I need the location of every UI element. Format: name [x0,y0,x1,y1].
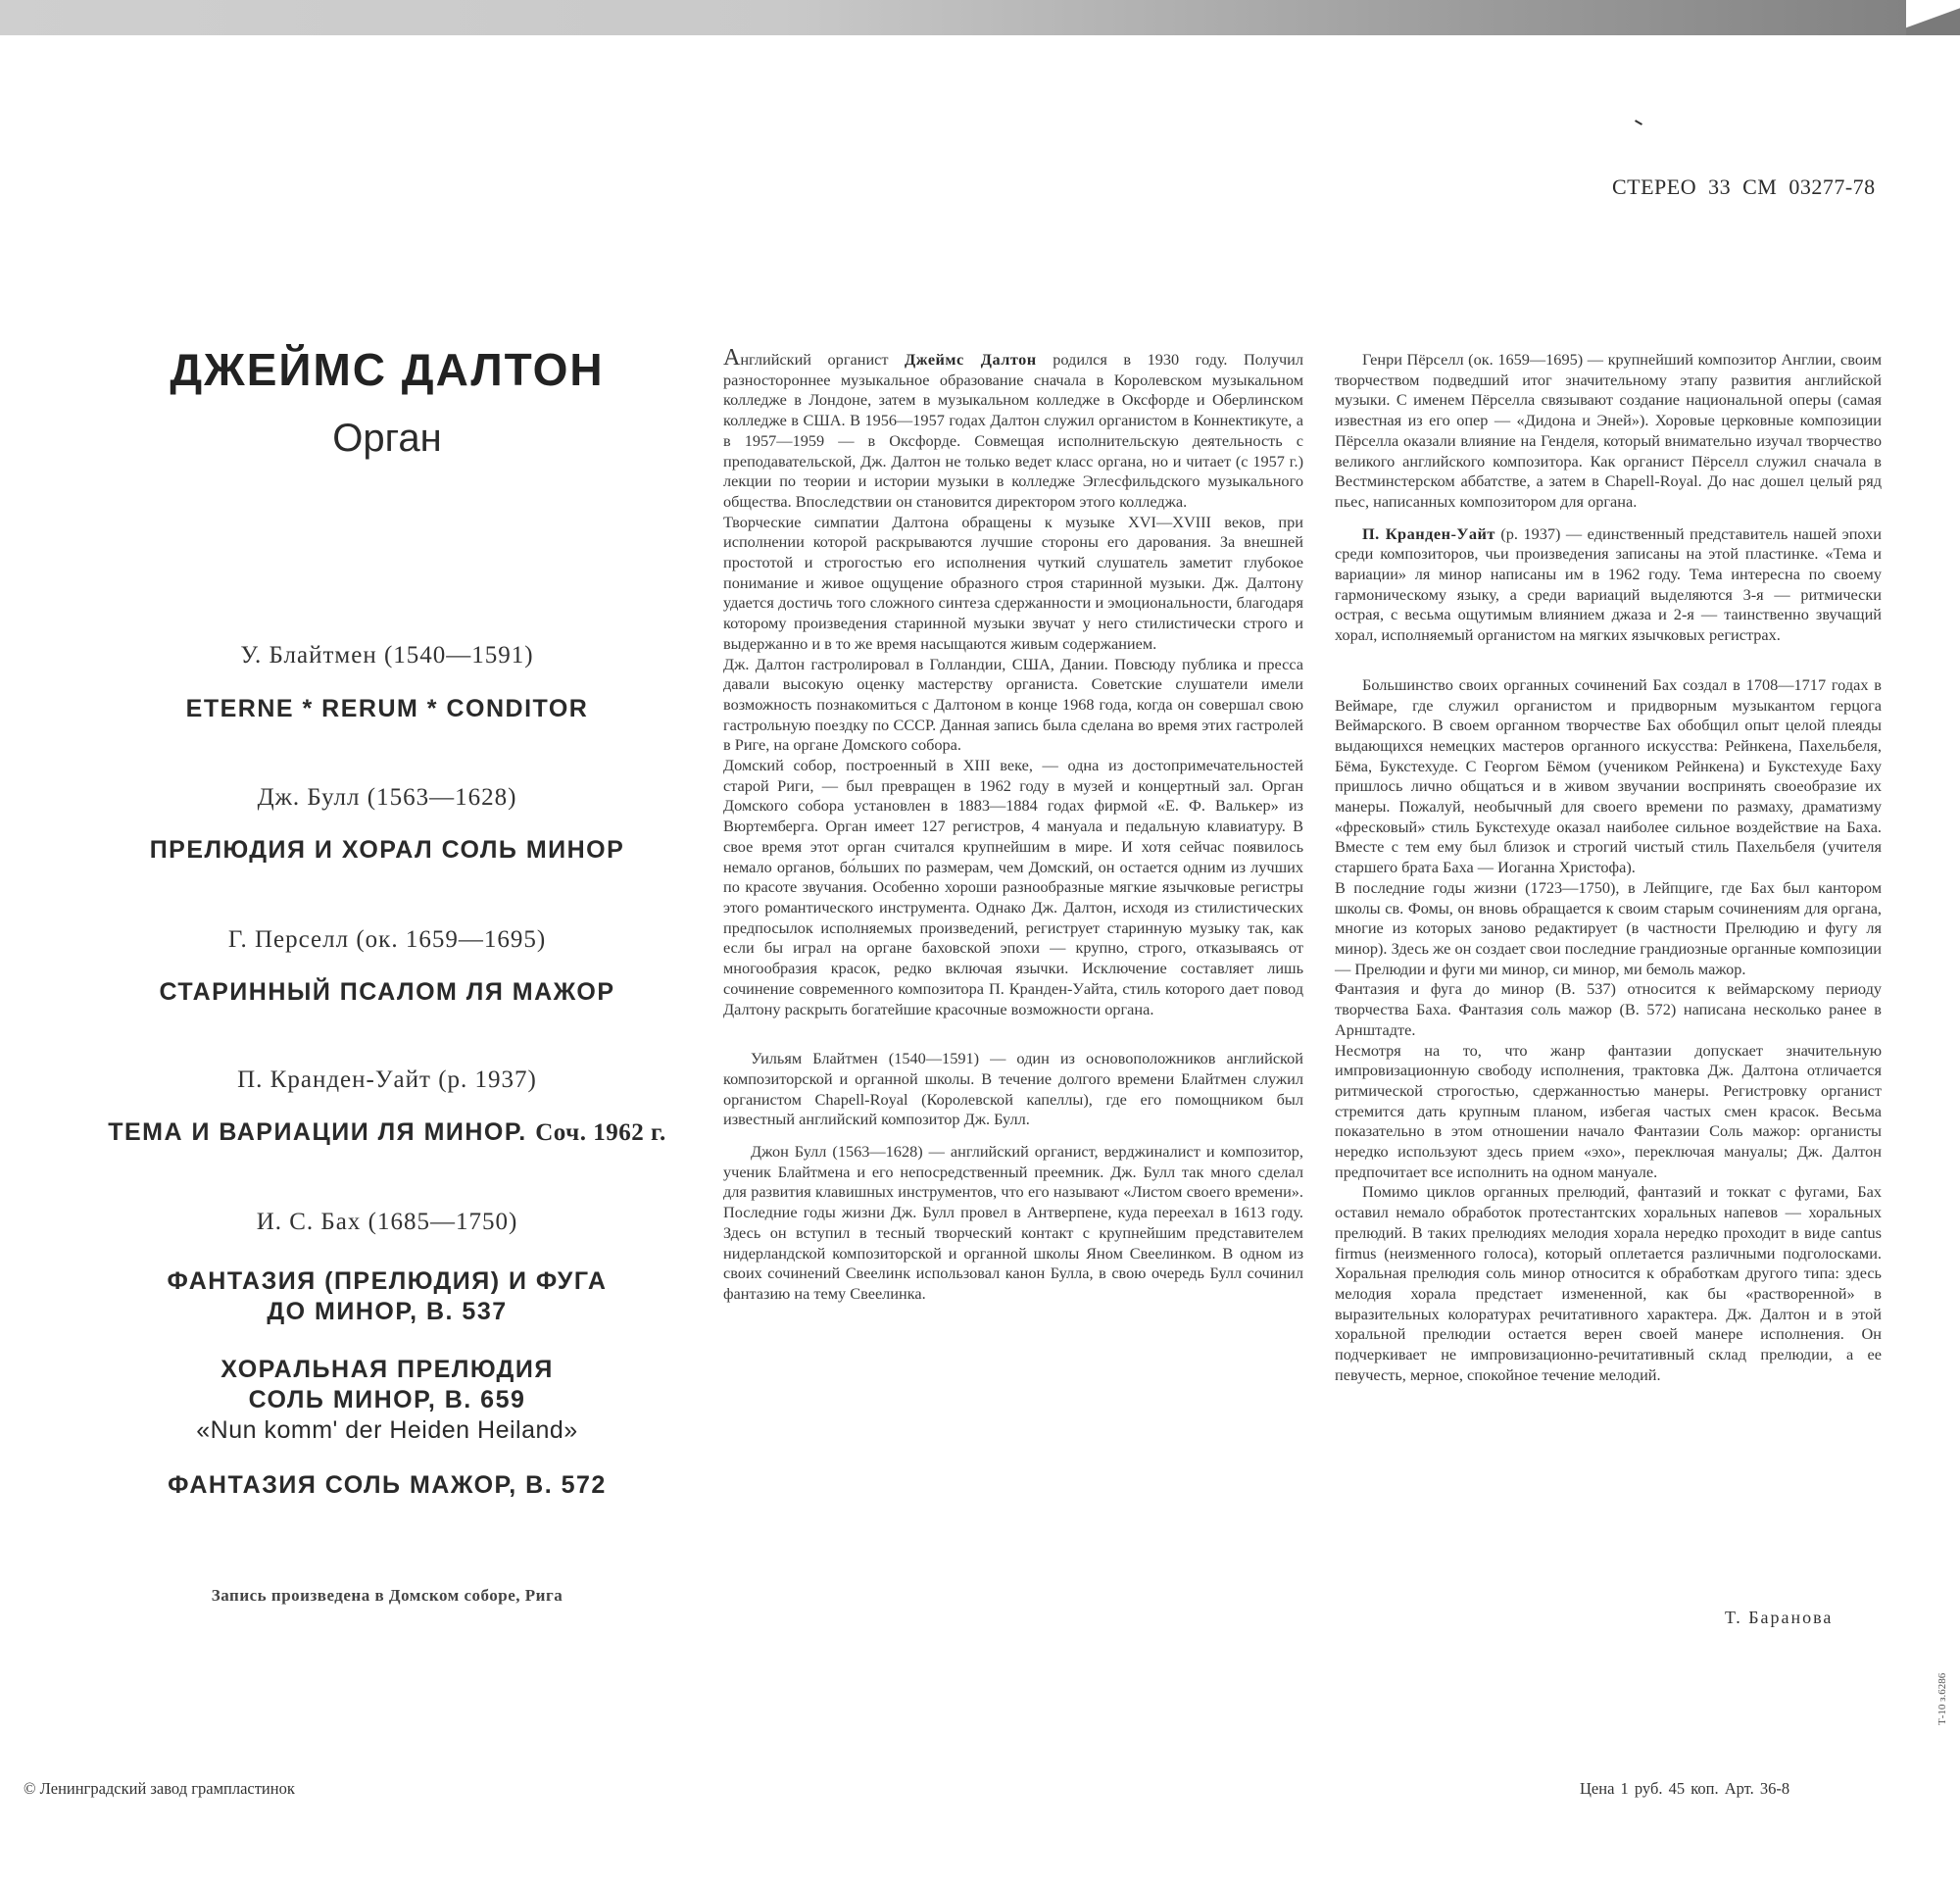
catalog-number: СТЕРЕО 33 СМ 03277-78 [1612,174,1876,199]
notes-paragraph: Джон Булл (1563—1628) — английский органист, верджиналист и композитор, ученик Блайтмена и его непосредственный преемник. Дж. Булл так много сделал для развития клавишных инструментов, что его называют «Листом своего времени». Последние годы жизни Дж. Булл провел в Антверпене, куда переехал в 1613 году. Здесь он вступил в тесный творческий контакт с крупнейшим представителем нидерландской композиторской и органной школы Яном Свеелинком. В одном из своих сочинений Свеелинк использовал канон Булла, в свою очередь Булл сочинил фантазию на тему Свеелинка. [723,1142,1303,1303]
title-bull-prelude: ПРЕЛЮДИЯ И ХОРАЛ СОЛЬ МИНОР [149,836,625,864]
notes-paragraph: Большинство своих органных сочинений Бах создал в 1708—1717 годах в Веймаре, где служил органистом и придворным музыкантом герцога Веймарского. В своем органном творчестве Бах обобщил опыт целой плеяды выдающихся немецких мастеров органного искусства: Рейнкена, Пахельбеля, Бёма, Букстехуде. С Георгом Бёмом (учеником Рейнкена) и Букстехуде Баху пришлось лично общаться и в живом звучании воспринять своеобразие их манеры. Пожалуй, необычный для своего времени по размаху, драматизму «фресковый» стиль Букстехуде оказал наиболее сильное воздействие на Баха. Вместе с тем ему был близок и строгий чистый стиль Пахельбеля (учителя старшего брата Баха — Иоганна Христофа). [1335,674,1882,877]
author-signature: Т. Баранова [1725,1608,1834,1627]
notes-text: родился в 1930 году. Получил разностороннее музыкальное образование сначала в Королевском музыкальном колледже в Лондоне, затем в музыкальном колледже в Оксфорде и Оберлинском колледже в США. В 1956—1957 годах Далтон служил органистом в Коннектикуте, а в 1957—1959 — в Оксфорде. Совмещая исполнительскую деятельность с преподавательской, Дж. Далтон не только ведет класс органа, но и читает (с 1957 г.) лекции по теории и истории музыки в колледже Эглесфильдского музыкального общества. Впоследствии он становится директором этого колледжа. [723,350,1303,511]
print-mark [1635,120,1642,125]
liner-notes-column-2 [1335,350,1882,1385]
notes-paragraph: Фантазия и фуга до минор (В. 537) относится к веймарскому периоду творчества Баха. Фантазия соль мажор (В. 572) написана несколько ранее в Арнштадте. [1335,979,1882,1039]
title-eterne-rerum: ETERNE * RERUM * CONDITOR [185,695,589,722]
recording-note: Запись произведена в Домском соборе, Рига [211,1586,564,1605]
title-bach-fantasia-fugue-line2: ДО МИНОР, В. 537 [267,1298,508,1325]
title-purcell-psalm: СТАРИННЫЙ ПСАЛОМ ЛЯ МАЖОР [159,978,615,1006]
notes-paragraph: Несмотря на то, что жанр фантазии допускает значительную импровизационную свободу исполнения, трактовка Дж. Далтона отличается ритмической строгостью, сдержанностью манеры. Регистровку органист стремится дать крупным планом, избегая частых смен красок. Весьма показательно в этом отношении начало Фантазии Соль мажор: органисты нередко используют здесь прием «эхо», переключая мануалы; Дж. Далтон предпочитает все исполнить на одном мануале. [1335,1040,1882,1181]
notes-paragraph: Помимо циклов органных прелюдий, фантазий и токкат с фугами, Бах оставил немало обработок протестантских хоральных напевов — хоральных прелюдий. В таких прелюдиях мелодия хорала нередко проходит в виде cantus firmus (неизменного голоса), который оплетается различными подголосками. Хоральная прелюдия соль минор относится к обработкам другого типа: здесь мелодия хорала предстает измененной, как бы «растворенной» в выразительных колоратурах речитативного характера. Дж. Далтон и в этой хоральной прелюдии остается верен своей манере исполнения. Он подчеркивает не импровизационно-речитативный склад прелюдии, а ее певучесть, мерное, спокойное течение мелодий. [1335,1182,1882,1384]
notes-paragraph: Домский собор, построенный в XIII веке, — одна из достопримечательностей старой Риги, — был превращен в 1962 году в музей и концертный зал. Орган Домского собора установлен в 1883—1884 годах фирмой «Е. Ф. Валькер» из Вюртемберга. Орган имеет 127 регистров, 4 мануала и педальную клавиатуру. В свое время этот орган считался крупнейшим в мире. И хотя сейчас появилось немало органов, бо́льших по размерам, чем Домский, он остается одним из лучших по красоте звучания. Особенно хороши разнообразные мягкие язычковые регистры этого романтического инструмента. Однако Дж. Далтон, исходя из стилистических предпосылок исполняемых произведений, региструет старинную музыку так, как если бы играл на органе баховской эпохи — крупно, строго, отказываясь от многообразия красок, редко включая язычки. Исключение составляет лишь сочинение современного композитора П. Кранден-Уайта, стиль которого дает повод Далтону раскрыть богатейшие красочные возможности органа. [723,756,1303,1018]
print-code: Т-10 з.6286 [1936,1672,1948,1725]
title-bach-chorale-prelude-line1: ХОРАЛЬНАЯ ПРЕЛЮДИЯ [220,1356,554,1383]
title-bach-chorale-prelude-line2: СОЛЬ МИНОР, В. 659 [248,1386,526,1413]
notes-paragraph [723,345,1303,513]
composer-blitheman: У. Блайтмен (1540—1591) [240,642,534,669]
composer-name: П. Кранден-Уайт [1362,523,1495,543]
drop-cap: А [723,345,741,371]
notes-paragraph: Генри Пёрселл (ок. 1659—1695) — крупнейший композитор Англии, своим творчеством подведший итог значительному этапу развития английской музыки. С именем Пёрселла связывают создание национальной оперы (самая известная из его опер — «Дидона и Эней»). Хоровые церковные композиции Пёрселла оказали влияние на Генделя, который внимательно изучал творчество великого английского композитора. Как органист Пёрселл служил сначала в Вестминстерском аббатстве, а затем в Chapell-Royal. До нас дошел целый ряд пьес, написанных композитором для органа. [1335,350,1882,511]
album-artist: ДЖЕЙМС ДАЛТОН [170,344,605,395]
title-theme-variations-opus: Соч. 1962 г. [535,1119,666,1146]
composer-purcell: Г. Перселл (ок. 1659—1695) [227,926,547,953]
top-edge-fold [1906,0,1960,35]
title-bach-chorale-prelude [49,1355,725,1446]
album-instrument: Орган [332,417,442,460]
composer-bach: И. С. Бах (1685—1750) [256,1209,518,1235]
notes-paragraph: Уильям Блайтмен (1540—1591) — один из основоположников английской композиторской и органной школы. В течение долгого времени Блайтмен служил органистом Chapell-Royal (Королевской капеллы), где его помощником был известный английский композитор Дж. Булл. [723,1049,1303,1129]
notes-text: (р. 1937) — единственный представитель нашей эпохи среди композиторов, чьи произведения записаны на этой пластинке. «Тема и вариации» ля минор написаны им в 1962 году. Тема интересна по своему гармоническому языку, а среди вариаций выделяются 3-я — ритмически острая, с весьма ощутимым влиянием джаза и 2-я — таинственно звучащий хорал, исполняемый органистом на мягких язычковых регистрах. [1335,523,1883,645]
title-theme-variations-main: ТЕМА И ВАРИАЦИИ ЛЯ МИНОР. [108,1118,527,1146]
liner-notes-column-1 [723,345,1303,1305]
title-bach-fantasia-fugue [49,1266,725,1327]
title-bach-fantasia-g: ФАНТАЗИЯ СОЛЬ МАЖОР, В. 572 [168,1471,607,1499]
notes-text: нглийский органист [740,350,906,369]
composer-cranden-white: П. Кранден-Уайт (р. 1937) [237,1066,537,1093]
notes-paragraph: Творческие симпатии Далтона обращены к музыке XVI—XVIII веков, при исполнении которой раскрываются лучшие стороны его дарования. За внешней простотой и строгостью его исполнения чуткий слушатель заметит глубокое понимание и живое ощущение образного строя старинной музыки. Дж. Далтону удается достичь того сложного синтеза сдержанности и эмоциональности, благодаря которому произведения старинной музыки звучат у него стилистически строго и выдержанно и в то же время насыщаются живым содержанием. [723,512,1303,653]
price-info: Цена 1 руб. 45 коп. Арт. 36-8 [1580,1779,1790,1798]
notes-paragraph [1335,524,1882,646]
notes-paragraph: Дж. Далтон гастролировал в Голландии, США, Дании. Повсюду публика и пресса давали высокую оценку мастерству органиста. Советские слушатели имели возможность познакомиться с Далтоном в конце 1968 года, когда он совершал свою гастрольную поездку по СССР. Данная запись была сделана во время этих гастролей в Риге, на органе Домского собора. [723,654,1303,755]
title-bach-fantasia-fugue-line1: ФАНТАЗИЯ (ПРЕЛЮДИЯ) И ФУГА [167,1267,608,1295]
composer-bull: Дж. Булл (1563—1628) [257,784,517,811]
publisher-credit: © Ленинградский завод грампластинок [24,1779,295,1798]
artist-name: Джеймс Далтон [905,350,1037,369]
top-edge-strip [0,0,1960,35]
title-theme-variations [49,1117,725,1148]
notes-paragraph: В последние годы жизни (1723—1750), в Лейпциге, где Бах был кантором школы св. Фомы, он вновь обращается к своим старым сочинениям для органа, многие из которых заново редактирует (в частности Прелюдию и фугу ля минор). Здесь же он создает свои последние грандиозные органные композиции — Прелюдии и фуги ми минор, си минор, ми бемоль мажор. [1335,877,1882,978]
title-bach-chorale-prelude-subtitle: «Nun komm' der Heiden Heiland» [196,1416,578,1444]
